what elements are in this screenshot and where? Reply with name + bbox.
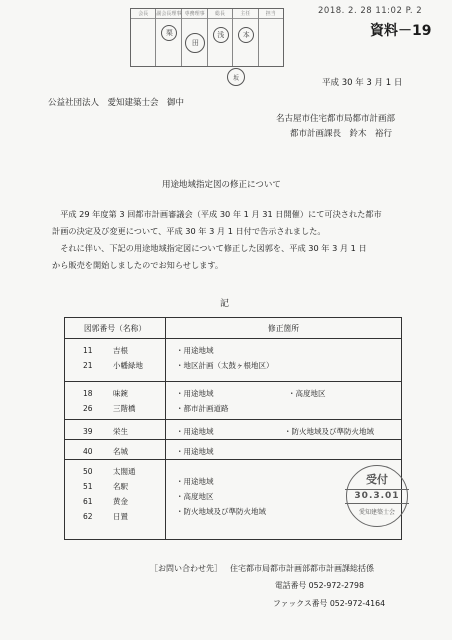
map-name: 日置 [113,512,128,521]
body-line: 計画の決定及び変更について、平成 30 年 3 月 1 日付で告示されました。 [52,226,326,236]
map-name: 味鋺 [113,389,128,398]
letter-subject: 用途地域指定図の修正について [162,180,281,190]
map-number: 62 [83,512,93,521]
map-name: 名駅 [113,482,128,491]
map-cell [65,460,166,540]
routing-label: 主任 [233,9,257,19]
fax-header: 2018. 2. 28 11:02 P. 2 [318,6,423,16]
table-row [65,382,402,420]
map-name: 太閤通 [113,467,136,476]
body-line: それに伴い、下記の用途地域指定図について修正した図郭を、平成 30 年 3 月 1 日 [52,243,367,253]
map-number: 21 [83,361,93,370]
revision-cell [166,339,402,382]
table-row [65,440,402,460]
letter-body [52,206,382,274]
revision-line [176,343,401,358]
contact-phone: 電話番号 052-972-2798 [275,581,364,590]
map-name: 黄金 [113,497,128,506]
map-number: 39 [83,427,93,436]
revision-line [176,444,401,459]
received-stamp [346,465,408,527]
map-cell [65,420,166,440]
revision-cell [166,420,402,440]
routing-cell [131,9,156,66]
map-entry [65,401,165,416]
map-cell [65,382,166,420]
revision-line [176,401,401,416]
map-number: 40 [83,447,93,456]
map-entry [65,424,165,439]
routing-cell [156,9,182,66]
revision-item: ・用途地域 [176,427,214,436]
revision-item: ・高度地区 [288,389,326,398]
column-header-revisions: 修正箇所 [166,318,402,339]
revision-item: ・防火地域及び準防火地域 [284,427,374,436]
map-number: 50 [83,467,93,476]
revision-item: ・防火地域及び準防火地域 [176,507,266,516]
seal-mark: 浅 [213,27,229,43]
routing-cell [208,9,233,66]
map-entry [65,464,165,479]
revision-line [176,386,401,401]
map-entry [65,358,165,373]
ki-heading: 記 [220,299,230,309]
received-stamp-date: 30.3.01 [345,489,409,504]
seal-mark: 坂 [227,68,245,86]
routing-label: 専務理事 [182,9,206,19]
seal-mark: 本 [238,27,254,43]
routing-cell [182,9,207,66]
routing-label: 副会長理事 [156,11,182,17]
recipient: 公益社団法人 愛知建築士会 御中 [48,98,185,108]
table-row [65,339,402,382]
contact-organization: 住宅都市局都市計画部都市計画課総括係 [230,564,374,573]
letter-date: 平成 30 年 3 月 1 日 [322,78,403,88]
routing-stamp-box [130,8,284,67]
revision-item: ・用途地域 [176,477,214,486]
map-entry [65,509,165,524]
contact-fax: ファックス番号 052-972-4164 [273,599,386,608]
map-entry [65,494,165,509]
map-name: 栄生 [113,427,128,436]
sender-organization: 名古屋市住宅都市局都市計画部 [276,114,396,124]
sender-name: 都市計画課長 鈴木 裕行 [290,129,393,139]
revision-cell [166,440,402,460]
body-line: から販売を開始しましたのでお知らせします。 [52,260,224,270]
seal-mark: 栗 [161,25,177,41]
routing-cell [259,9,283,66]
revision-item: ・用途地域 [176,447,214,456]
revision-line [176,358,401,373]
revision-item: ・高度地区 [176,492,214,501]
map-number: 51 [83,482,93,491]
table-row [65,420,402,440]
revision-line [176,424,401,439]
map-name: 小幡緑地 [113,361,143,370]
column-header-map: 図郭番号（名称） [65,318,166,339]
routing-label: 会長 [131,9,155,19]
map-number: 11 [83,346,93,355]
seal-mark: 田 [185,33,205,53]
map-entry [65,386,165,401]
map-name: 三階橋 [113,404,136,413]
revision-item: ・地区計画（太鼓ヶ根地区） [176,361,274,370]
routing-label: 担当 [259,9,283,19]
map-cell [65,339,166,382]
map-name: 吉根 [113,346,128,355]
map-entry [65,343,165,358]
map-entry [65,479,165,494]
routing-cell [233,9,258,66]
revision-item: ・用途地域 [176,389,214,398]
map-number: 26 [83,404,93,413]
revision-item: ・用途地域 [176,346,214,355]
revision-item: ・都市計画道路 [176,404,229,413]
received-stamp-label: 受付 [366,473,388,486]
contact-label: ［お問い合わせ先］ [150,564,222,573]
map-entry [65,444,165,459]
map-cell [65,440,166,460]
routing-label: 総長 [208,9,232,19]
body-line: 平成 29 年度第 3 回都市計画審議会（平成 30 年 1 月 31 日開催）にて可決された都市 [52,209,382,219]
document-number: 資料－19 [370,23,432,39]
map-number: 61 [83,497,93,506]
map-number: 18 [83,389,93,398]
map-name: 名城 [113,447,128,456]
received-stamp-org: 愛知建築士会 [358,509,395,516]
revision-cell [166,382,402,420]
